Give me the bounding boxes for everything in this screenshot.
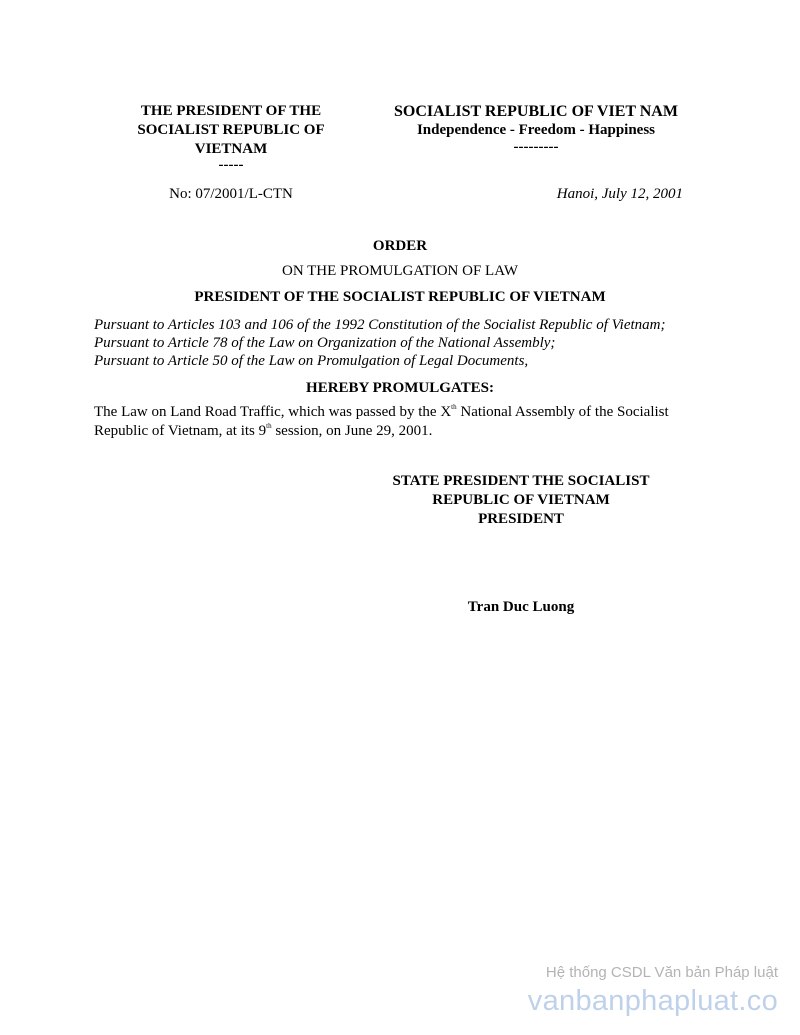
pursuant-list bbox=[94, 316, 714, 370]
issuer-line: VIETNAM bbox=[194, 141, 268, 157]
country-name: SOCIALIST REPUBLIC OF VIET NAM bbox=[394, 103, 678, 120]
signature-title-line: REPUBLIC OF VIETNAM bbox=[432, 492, 610, 508]
ordinal-suffix: th bbox=[266, 422, 272, 430]
motto: Independence - Freedom - Happiness bbox=[416, 122, 656, 138]
issuer-line: SOCIALIST REPUBLIC OF bbox=[137, 122, 325, 138]
motto-rule: --------- bbox=[513, 139, 559, 155]
pursuant-item: Pursuant to Article 50 of the Law on Promulgation of Legal Documents, bbox=[94, 353, 529, 369]
issuer-heading: PRESIDENT OF THE SOCIALIST REPUBLIC OF VIETNAM bbox=[194, 289, 606, 305]
signature-title-line: STATE PRESIDENT THE SOCIALIST bbox=[392, 473, 650, 489]
signature-title bbox=[370, 472, 672, 529]
ordinal-suffix: th bbox=[451, 403, 457, 411]
promulgates-heading: HEREBY PROMULGATES: bbox=[306, 380, 494, 396]
national-header bbox=[380, 102, 692, 154]
signature-title-line: PRESIDENT bbox=[478, 511, 564, 527]
pursuant-item: Pursuant to Article 78 of the Law on Organization of the National Assembly; bbox=[94, 335, 556, 351]
watermark-caption: Hệ thống CSDL Văn bản Pháp luật bbox=[545, 964, 778, 981]
order-subtitle: ON THE PROMULGATION OF LAW bbox=[281, 263, 518, 279]
law-text-part: National Assembly of the Socialist Republic of Vietnam, at its 9 bbox=[94, 404, 669, 439]
place-date: Hanoi, July 12, 2001 bbox=[556, 186, 683, 202]
law-paragraph bbox=[94, 403, 714, 441]
law-text-part: The Law on Land Road Traffic, which was passed by the X bbox=[94, 404, 452, 420]
issuer-rule: ----- bbox=[218, 157, 244, 173]
issuer-header bbox=[120, 102, 342, 171]
law-text-part: session, on June 29, 2001. bbox=[271, 423, 433, 439]
document-number: No: 07/2001/L-CTN bbox=[169, 186, 293, 202]
watermark bbox=[458, 963, 778, 1019]
order-title: ORDER bbox=[372, 238, 428, 254]
watermark-site: vanbanphapluat.co bbox=[527, 985, 778, 1017]
pursuant-item: Pursuant to Articles 103 and 106 of the 1992 Constitution of the Socialist Republic of Vietnam; bbox=[94, 317, 666, 333]
signer-name: Tran Duc Luong bbox=[467, 599, 575, 615]
issuer-line: THE PRESIDENT OF THE bbox=[140, 103, 322, 119]
